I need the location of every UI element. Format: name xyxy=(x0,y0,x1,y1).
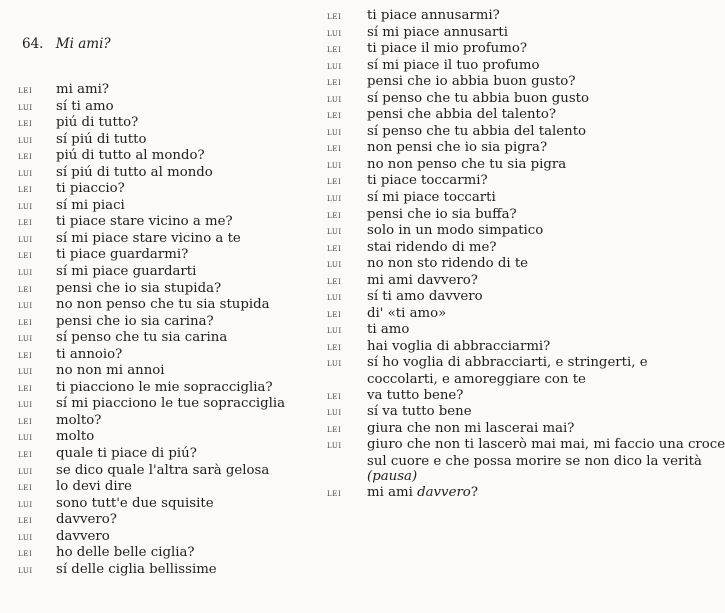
dialogue-line xyxy=(18,198,308,215)
speaker-label: lui xyxy=(18,431,33,444)
line-text: sí mi piace stare vicino a te xyxy=(56,230,241,246)
dialogue-line xyxy=(18,363,308,380)
line-text: piú di tutto? xyxy=(56,115,139,131)
line-text xyxy=(367,485,672,501)
speaker-label: lei xyxy=(18,183,33,196)
speaker-label: lui xyxy=(18,365,33,378)
line-text: sul cuore e che possa morire se non dico la verità xyxy=(367,453,702,469)
line-text: davvero xyxy=(56,528,110,544)
speaker-label: lui xyxy=(327,125,342,138)
speaker-label: lei xyxy=(327,43,342,56)
line-text: sí va tutto bene xyxy=(367,404,472,420)
speaker-label: lui xyxy=(18,266,33,279)
dialogue-line xyxy=(18,115,308,132)
dialogue-line xyxy=(18,529,308,546)
speaker-label: lui xyxy=(327,92,342,105)
speaker-label: lei xyxy=(18,514,33,527)
line-text-lead: mi ami xyxy=(367,484,418,500)
speaker-label: lui xyxy=(327,59,342,72)
speaker-label: lei xyxy=(327,142,342,155)
line-text: davvero? xyxy=(56,512,117,528)
line-text: ti piace guardarmi? xyxy=(56,247,189,263)
dialogue-line xyxy=(18,429,308,446)
speaker-label: lei xyxy=(327,274,342,287)
dialogue-line xyxy=(327,437,725,454)
speaker-label: lei xyxy=(18,547,33,560)
dialogue-line xyxy=(327,58,672,75)
dialogue-line xyxy=(327,469,672,485)
dialogue-line xyxy=(18,330,308,347)
dialogue-line xyxy=(327,124,672,141)
dialogue-line xyxy=(18,99,308,116)
line-text-tail: ? xyxy=(470,484,478,500)
dialogue-line xyxy=(327,453,702,470)
line-text: piú di tutto al mondo? xyxy=(56,148,205,164)
dialogue-line xyxy=(18,463,308,480)
line-text: ti piace il mio profumo? xyxy=(367,41,527,57)
dialogue-line xyxy=(327,91,672,108)
dialogue-line xyxy=(327,355,672,372)
line-text: sí mi piace toccarti xyxy=(367,190,496,206)
line-text: ti amo xyxy=(367,322,410,338)
dialogue-line xyxy=(18,148,308,165)
dialogue-line xyxy=(327,190,672,207)
dialogue-line xyxy=(327,289,672,306)
line-text: mi ami? xyxy=(56,82,110,97)
speaker-label: lei xyxy=(18,249,33,262)
dialogue-column-left xyxy=(18,82,308,578)
line-text: sí piú di tutto xyxy=(56,131,147,147)
speaker-label: lui xyxy=(327,26,342,39)
dialogue-line xyxy=(18,165,308,182)
speaker-label: lei xyxy=(18,216,33,229)
speaker-label: lei xyxy=(18,282,33,295)
speaker-label: lui xyxy=(327,357,342,370)
speaker-label: lei xyxy=(327,307,342,320)
dialogue-line xyxy=(18,479,308,496)
speaker-label: lei xyxy=(327,486,342,499)
dialogue-line xyxy=(18,314,308,331)
line-text: no non sto ridendo di te xyxy=(367,256,529,272)
line-text: ti piaccio? xyxy=(56,181,125,197)
dialogue-line xyxy=(327,240,672,257)
speaker-label: lui xyxy=(18,199,33,212)
speaker-label: lui xyxy=(18,133,33,146)
dialogue-line xyxy=(327,41,672,58)
speaker-label: lei xyxy=(327,10,342,22)
line-text: sí ho voglia di abbracciarti, e stringerti, e xyxy=(367,355,648,371)
dialogue-line xyxy=(327,8,672,25)
dialogue-line xyxy=(327,107,672,124)
dialogue-line xyxy=(18,247,308,264)
speaker-label: lui xyxy=(327,291,342,304)
speaker-label: lei xyxy=(327,422,342,435)
speaker-label: lei xyxy=(18,150,33,163)
dialogue-line xyxy=(18,82,308,99)
line-text: ti piace annusarmi? xyxy=(367,8,500,23)
line-text: ho delle belle ciglia? xyxy=(56,545,195,561)
speaker-label: lui xyxy=(18,464,33,477)
line-text: ti piace toccarmi? xyxy=(367,173,488,189)
dialogue-line xyxy=(18,214,308,231)
line-text: giura che non mi lascerai mai? xyxy=(367,420,575,436)
dialogue-line xyxy=(18,347,308,364)
speaker-label: lei xyxy=(327,389,342,402)
dialogue-line xyxy=(327,207,672,224)
line-text: (pausa) xyxy=(367,469,418,485)
speaker-label: lui xyxy=(18,398,33,411)
line-text: mi ami davvero? xyxy=(367,272,478,288)
line-text: sí mi piace guardarti xyxy=(56,264,197,280)
dialogue-line xyxy=(18,132,308,149)
line-text: no non penso che tu sia stupida xyxy=(56,297,270,313)
dialogue-line xyxy=(327,339,672,356)
dialogue-line xyxy=(327,388,672,405)
speaker-label: lui xyxy=(18,100,33,113)
speaker-label: lei xyxy=(327,241,342,254)
speaker-label: lei xyxy=(327,76,342,89)
dialogue-line xyxy=(18,562,308,579)
line-text: sí ti amo davvero xyxy=(367,289,483,305)
dialogue-line xyxy=(18,413,308,430)
speaker-label: lei xyxy=(18,381,33,394)
dialogue-line xyxy=(18,264,308,281)
line-text: sí ti amo xyxy=(56,98,114,114)
line-text: ti annoio? xyxy=(56,346,123,362)
line-text: va tutto bene? xyxy=(367,387,464,403)
line-text: pensi che io sia carina? xyxy=(56,313,214,329)
line-text: se dico quale l'altra sarà gelosa xyxy=(56,462,270,478)
line-text: sí mi piacciono le tue sopracciglia xyxy=(56,396,286,412)
speaker-label: lui xyxy=(18,232,33,245)
dialogue-line xyxy=(327,74,672,91)
line-text: sí penso che tu sia carina xyxy=(56,330,228,346)
dialogue-line xyxy=(327,173,672,190)
line-text: sí penso che tu abbia del talento xyxy=(367,123,587,139)
line-text: molto xyxy=(56,429,95,445)
dialogue-line xyxy=(327,322,672,339)
poem-number: 64. xyxy=(22,36,44,52)
speaker-label: lei xyxy=(18,117,33,130)
speaker-label: lei xyxy=(18,348,33,361)
line-text: no non mi annoi xyxy=(56,363,165,379)
line-text: ti piace stare vicino a me? xyxy=(56,214,233,230)
line-text: quale ti piace di piú? xyxy=(56,446,197,462)
dialogue-line xyxy=(327,256,672,273)
dialogue-line xyxy=(18,396,308,413)
speaker-label: lei xyxy=(327,109,342,122)
dialogue-line xyxy=(18,446,308,463)
dialogue-line xyxy=(327,223,672,240)
line-text: sí mi piace il tuo profumo xyxy=(367,57,540,73)
speaker-label: lui xyxy=(327,439,342,452)
line-text: no non penso che tu sia pigra xyxy=(367,156,567,172)
dialogue-line xyxy=(327,421,672,438)
dialogue-line xyxy=(18,380,308,397)
speaker-label: lui xyxy=(18,332,33,345)
dialogue-line xyxy=(327,306,672,323)
dialogue-line xyxy=(18,496,308,513)
speaker-label: lei xyxy=(18,315,33,328)
speaker-label: lei xyxy=(18,481,33,494)
line-text: di' «ti amo» xyxy=(367,305,447,321)
line-text: ti piacciono le mie sopracciglia? xyxy=(56,379,273,395)
line-text: coccolarti, e amoreggiare con te xyxy=(367,372,586,388)
dialogue-line xyxy=(327,140,672,157)
line-text: solo in un modo simpatico xyxy=(367,223,544,239)
dialogue-line xyxy=(327,157,672,174)
speaker-label: lui xyxy=(327,192,342,205)
line-text: pensi che io sia buffa? xyxy=(367,206,517,222)
dialogue-line xyxy=(327,25,672,42)
line-text: lo devi dire xyxy=(56,479,132,495)
dialogue-column-right xyxy=(327,8,725,501)
speaker-label: lui xyxy=(18,563,33,576)
line-text: stai ridendo di me? xyxy=(367,239,497,255)
dialogue-line xyxy=(18,545,308,562)
speaker-label: lui xyxy=(327,324,342,337)
line-text: giuro che non ti lascerò mai mai, mi faccio una croce xyxy=(367,437,725,453)
line-text: sí mi piace annusarti xyxy=(367,24,508,40)
line-text: sí penso che tu abbia buon gusto xyxy=(367,90,590,106)
line-text: sí delle ciglia bellissime xyxy=(56,561,217,577)
speaker-label: lui xyxy=(18,530,33,543)
speaker-label: lei xyxy=(18,414,33,427)
dialogue-line xyxy=(18,181,308,198)
speaker-label: lei xyxy=(327,175,342,188)
line-text: non pensi che io sia pigra? xyxy=(367,140,548,156)
speaker-label: lui xyxy=(327,406,342,419)
speaker-label: lei xyxy=(327,340,342,353)
dialogue-line xyxy=(18,231,308,248)
speaker-label: lei xyxy=(18,448,33,461)
speaker-label: lui xyxy=(327,158,342,171)
speaker-label: lei xyxy=(327,208,342,221)
dialogue-line xyxy=(327,372,672,388)
line-text: pensi che abbia del talento? xyxy=(367,107,557,123)
dialogue-line xyxy=(327,404,672,421)
speaker-label: lui xyxy=(18,299,33,312)
dialogue-line xyxy=(18,281,308,298)
dialogue-line xyxy=(18,512,308,529)
poem-heading xyxy=(22,36,111,52)
line-text: sono tutt'e due squisite xyxy=(56,495,214,511)
speaker-label: lei xyxy=(18,84,33,96)
line-text-emphasis: davvero xyxy=(417,484,471,500)
line-text: pensi che io abbia buon gusto? xyxy=(367,74,576,90)
line-text: pensi che io sia stupida? xyxy=(56,280,222,296)
dialogue-line xyxy=(327,273,672,290)
line-text: sí piú di tutto al mondo xyxy=(56,164,213,180)
speaker-label: lui xyxy=(327,258,342,271)
speaker-label: lui xyxy=(18,166,33,179)
line-text: hai voglia di abbracciarmi? xyxy=(367,338,551,354)
speaker-label: lui xyxy=(327,225,342,238)
speaker-label: lui xyxy=(18,497,33,510)
line-text: molto? xyxy=(56,412,102,428)
dialogue-line xyxy=(18,297,308,314)
line-text: sí mi piaci xyxy=(56,197,125,213)
poem-title: Mi ami? xyxy=(55,36,111,52)
dialogue-line xyxy=(327,485,672,502)
